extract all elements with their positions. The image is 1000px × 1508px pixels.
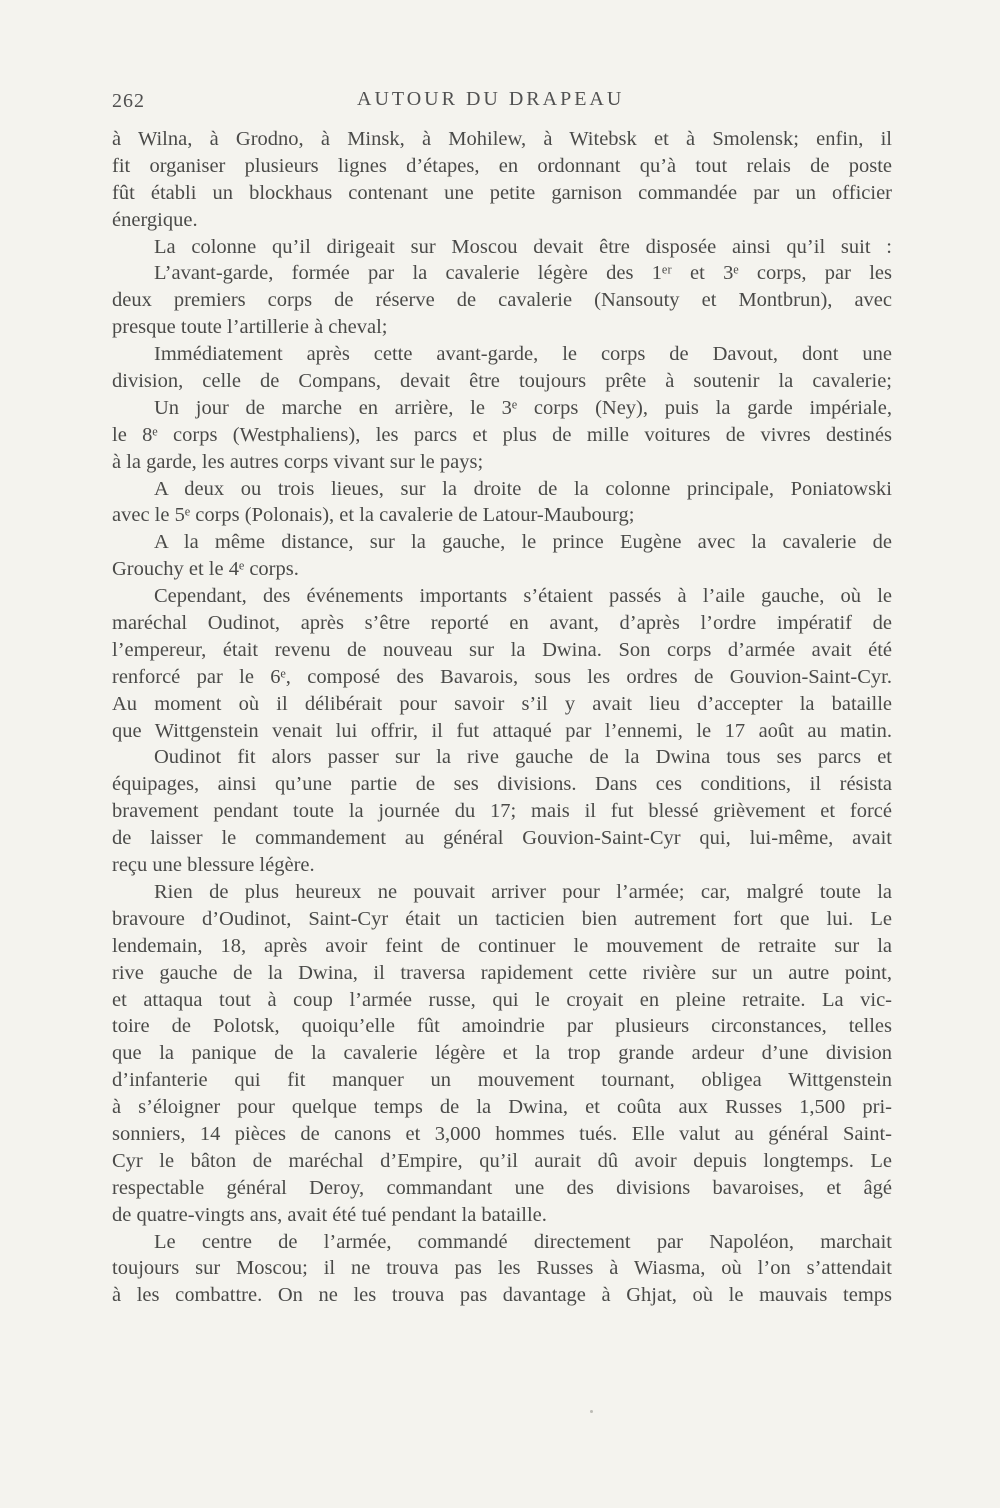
text-line: deux premiers corps de réserve de cavalerie (Nansouty et Montbrun), avec bbox=[112, 289, 892, 312]
page-number: 262 bbox=[112, 90, 145, 112]
text-line: Cyr le bâton de maréchal d’Empire, qu’il aurait dû avoir depuis longtemps. Le bbox=[112, 1149, 892, 1172]
text-line: sonniers, 14 pièces de canons et 3,000 hommes tués. Elle valut au général Saint- bbox=[112, 1122, 892, 1145]
text-line: lendemain, 18, après avoir feint de continuer le mouvement de retraite sur la bbox=[112, 934, 892, 957]
text-line: Le centre de l’armée, commandé directement par Napoléon, marchait bbox=[154, 1230, 892, 1253]
text-line: et attaqua tout à coup l’armée russe, qui le croyait en pleine retraite. La vic- bbox=[112, 988, 892, 1011]
text-line: reçu une blessure légère. bbox=[112, 854, 315, 877]
text-line: à Wilna, à Grodno, à Minsk, à Mohilew, à Witebsk et à Smolensk; enfin, il bbox=[112, 128, 892, 150]
text-line: fût établi un blockhaus contenant une petite garnison commandée par un officier bbox=[112, 181, 892, 204]
text-line: bravoure d’Oudinot, Saint-Cyr était un tacticien bien autrement fort que lui. Le bbox=[112, 907, 892, 930]
text-line: à les combattre. On ne les trouva pas davantage à Ghjat, où le mauvais temps bbox=[112, 1284, 892, 1307]
text-line: toujours sur Moscou; il ne trouva pas les Russes à Wiasma, où l’on s’attendait bbox=[112, 1257, 892, 1280]
text-line: que Wittgenstein venait lui offrir, il fut attaqué par l’ennemi, le 17 août au matin. bbox=[112, 719, 892, 742]
text-line: La colonne qu’il dirigeait sur Moscou devait être disposée ainsi qu’il suit : bbox=[154, 235, 892, 258]
text-line: Oudinot fit alors passer sur la rive gauche de la Dwina tous ses parcs et bbox=[154, 746, 892, 769]
text-line: maréchal Oudinot, après s’être reporté en avant, d’après l’ordre impératif de bbox=[112, 612, 892, 635]
text-line: division, celle de Compans, devait être toujours prête à soutenir la cavalerie; bbox=[112, 370, 892, 393]
text-line: Cependant, des événements importants s’étaient passés à l’aile gauche, où le bbox=[154, 585, 892, 608]
text-line: renforcé par le 6ᵉ, composé des Bavarois, sous les ordres de Gouvion-Saint-Cyr. bbox=[112, 665, 892, 688]
text-line: équipages, ainsi qu’une partie de ses divisions. Dans ces conditions, il résista bbox=[112, 773, 892, 796]
text-line: toire de Polotsk, quoiqu’elle fût amoindrie par plusieurs circonstances, telles bbox=[112, 1015, 892, 1038]
text-line: que la panique de la cavalerie légère et la trop grande ardeur d’une division bbox=[112, 1042, 892, 1065]
text-line: d’infanterie qui fit manquer un mouvement tournant, obligea Wittgenstein bbox=[112, 1069, 892, 1092]
text-line: avec le 5ᵉ corps (Polonais), et la cavalerie de Latour-Maubourg; bbox=[112, 504, 635, 527]
body-text bbox=[112, 126, 892, 1309]
text-line: l’empereur, était revenu de nouveau sur la Dwina. Son corps d’armée avait été bbox=[112, 638, 892, 661]
text-line: bravement pendant toute la journée du 17; mais il fut blessé grièvement et forcé bbox=[112, 800, 892, 823]
text-line: respectable général Deroy, commandant une des divisions bavaroises, et âgé bbox=[112, 1176, 892, 1199]
text-line: énergique. bbox=[112, 208, 198, 231]
text-line: Grouchy et le 4ᵉ corps. bbox=[112, 558, 299, 581]
text-line: à s’éloigner pour quelque temps de la Dwina, et coûta aux Russes 1,500 pri- bbox=[112, 1096, 892, 1119]
paper-speck bbox=[590, 1410, 593, 1413]
text-line: Un jour de marche en arrière, le 3ᵉ corps (Ney), puis la garde impériale, bbox=[154, 396, 892, 419]
text-line: Immédiatement après cette avant-garde, le corps de Davout, dont une bbox=[154, 343, 892, 366]
text-line: Rien de plus heureux ne pouvait arriver pour l’armée; car, malgré toute la bbox=[154, 880, 892, 903]
text-line: à la garde, les autres corps vivant sur le pays; bbox=[112, 450, 484, 473]
text-line: L’avant-garde, formée par la cavalerie légère des 1ᵉʳ et 3ᵉ corps, par les bbox=[154, 262, 892, 285]
text-line: de quatre-vingts ans, avait été tué pendant la bataille. bbox=[112, 1203, 547, 1226]
text-line: le 8ᵉ corps (Westphaliens), les parcs et plus de mille voitures de vivres destinés bbox=[112, 423, 892, 446]
text-line: de laisser le commandement au général Gouvion-Saint-Cyr qui, lui-même, avait bbox=[112, 827, 892, 850]
text-line: rive gauche de la Dwina, il traversa rapidement cette rivière sur un autre point, bbox=[112, 961, 892, 984]
text-line: Au moment où il délibérait pour savoir s’il y avait lieu d’accepter la bataille bbox=[112, 692, 892, 715]
page-header bbox=[112, 88, 892, 116]
text-line: A deux ou trois lieues, sur la droite de la colonne principale, Poniatowski bbox=[154, 477, 892, 500]
text-line: A la même distance, sur la gauche, le prince Eugène avec la cavalerie de bbox=[154, 531, 892, 554]
text-line: presque toute l’artillerie à cheval; bbox=[112, 316, 388, 339]
running-title: AUTOUR DU DRAPEAU bbox=[357, 88, 625, 110]
text-line: fit organiser plusieurs lignes d’étapes, en ordonnant qu’à tout relais de poste bbox=[112, 154, 892, 177]
